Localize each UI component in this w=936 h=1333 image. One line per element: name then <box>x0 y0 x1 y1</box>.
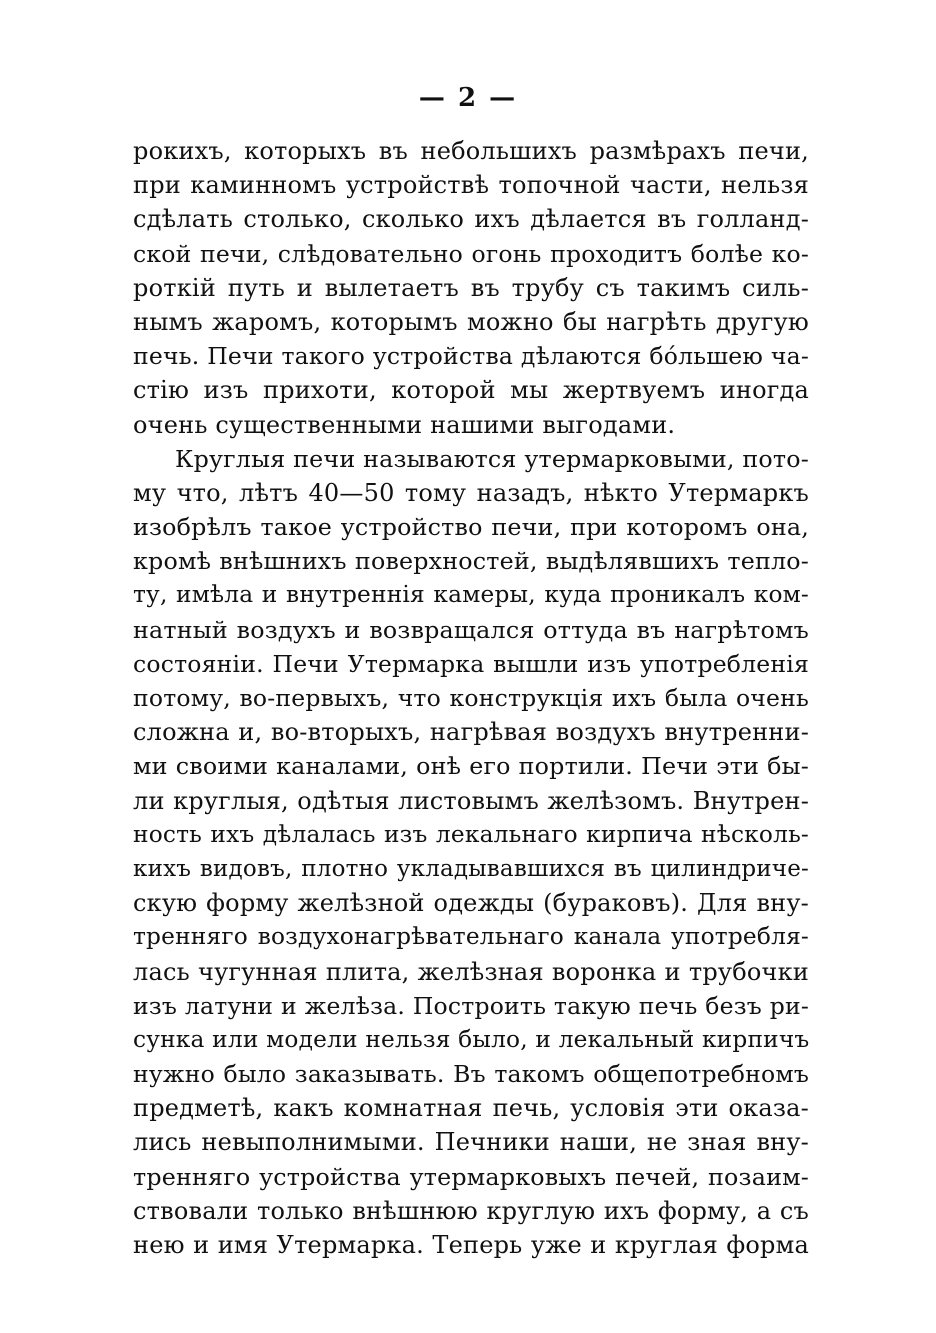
text-line: изобрѣлъ такое устройство печи, при которомъ она, <box>133 513 809 542</box>
text-line: рокихъ, которыхъ въ небольшихъ размѣрахъ печи, <box>133 137 809 165</box>
text-line: состояніи. Печи Утермарка вышли изъ употребленія <box>133 649 809 678</box>
text-line: лись невыполнимыми. Печники наши, не зная вну- <box>133 1128 809 1157</box>
body-text <box>133 134 809 1262</box>
text-line: стію изъ прихоти, которой мы жертвуемъ иногда <box>133 376 809 405</box>
text-line: роткій путь и вылетаетъ въ трубу съ такимъ силь- <box>133 273 809 302</box>
text-line: тренняго устройства утермарковыхъ печей, позаим- <box>133 1162 809 1191</box>
text-line: ность ихъ дѣлалась изъ лекальнаго кирпича нѣсколь- <box>133 820 809 848</box>
text-line: нымъ жаромъ, которымъ можно бы нагрѣть другую <box>133 307 809 336</box>
text-line: ми своими каналами, онѣ его портили. Печи эти бы- <box>133 752 809 781</box>
text-line: очень существенными нашими выгодами. <box>133 410 676 439</box>
text-line: при каминномъ устройствѣ топочной части, нельзя <box>133 171 809 200</box>
text-line: сунка или модели нельзя было, и лекальный кирпичъ <box>133 1025 810 1053</box>
text-line: потому, во-первыхъ, что конструкція ихъ была очень <box>133 684 809 712</box>
text-line: му что, лѣтъ 40—50 тому назадъ, нѣкто Утермаркъ <box>133 478 809 507</box>
text-line: Круглыя печи называются утермарковыми, пото- <box>175 444 809 473</box>
text-line: лась чугунная плита, желѣзная воронка и трубочки <box>133 957 809 986</box>
text-line: тренняго воздухонагрѣвательнаго канала употребля- <box>133 923 809 951</box>
text-line: предметѣ, какъ комнатная печь, условія эти оказа- <box>133 1094 809 1123</box>
text-line: ской печи, слѣдовательно огонь проходитъ болѣе ко- <box>133 239 809 268</box>
text-line: сложна и, во-вторыхъ, нагрѣвая воздухъ внутренни- <box>133 718 809 747</box>
text-line: скую форму желѣзной одежды (бураковъ). Для вну- <box>133 889 809 918</box>
text-line: печь. Печи такого устройства дѣлаются бо́льшею ча- <box>133 342 809 371</box>
text-line: изъ латуни и желѣза. Построить такую печь безъ ри- <box>133 991 809 1020</box>
text-line: натный воздухъ и возвращался оттуда въ нагрѣтомъ <box>133 615 809 644</box>
text-line: ту, имѣла и внутреннія камеры, куда проникалъ ком- <box>133 581 809 609</box>
text-line: нужно было заказывать. Въ такомъ общепотребномъ <box>133 1060 809 1089</box>
text-line: ствовали только внѣшнюю круглую ихъ форму, а съ <box>133 1196 809 1225</box>
text-line: кромѣ внѣшнихъ поверхностей, выдѣлявшихъ тепло- <box>133 547 809 576</box>
text-line: кихъ видовъ, плотно укладывавшихся въ цилиндриче- <box>133 855 809 882</box>
text-line: нею и имя Утермарка. Теперь уже и круглая форма <box>133 1231 809 1259</box>
text-line: ли круглыя, одѣтыя листовымъ желѣзомъ. Внутрен- <box>133 786 809 815</box>
text-line: сдѣлать столько, сколько ихъ дѣлается въ голланд- <box>133 205 809 234</box>
page-number-header: — 2 — <box>418 83 518 113</box>
